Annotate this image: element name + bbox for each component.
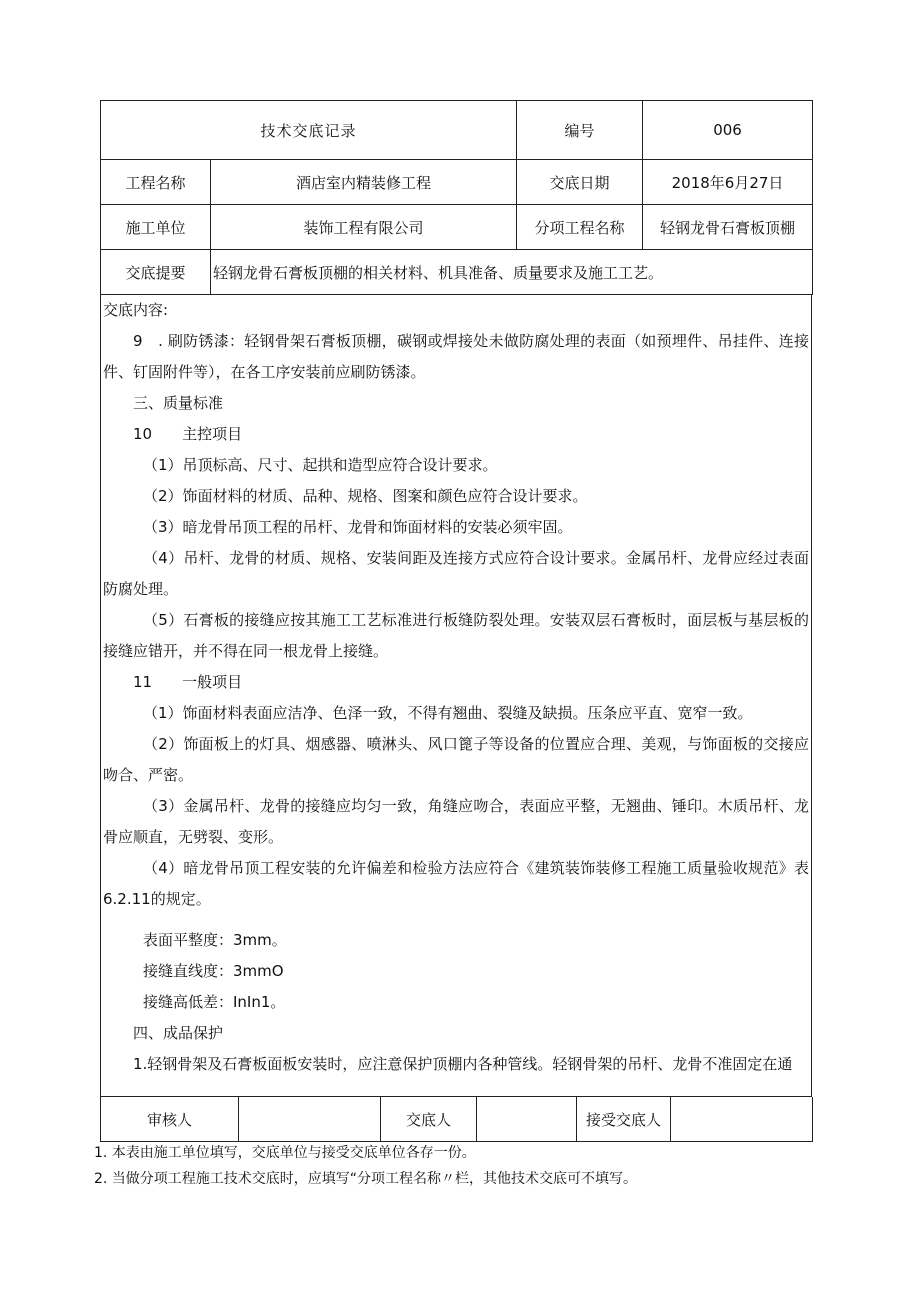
summary-value: 轻钢龙骨石膏板顶棚的相关材料、机具准备、质量要求及施工工艺。 <box>211 250 813 295</box>
receiver-value <box>671 1097 813 1142</box>
main-item-3: （3）暗龙骨吊顶工程的吊杆、龙骨和饰面材料的安装必须牢固。 <box>143 518 573 536</box>
main-item-1: （1）吊顶标高、尺寸、起拱和造型应符合设计要求。 <box>143 456 498 474</box>
unit-label: 施工单位 <box>101 205 211 250</box>
paragraph-9: 9 . 刷防锈漆：轻钢骨架石膏板顶棚，碳钢或焊接处未做防腐处理的表面（如预埋件、吊挂件、连接件、钉固附件等），在各工序安装前应刷防锈漆。 <box>103 332 809 381</box>
general-item-1: （1）饰面材料表面应洁净、色泽一致，不得有翘曲、裂缝及缺损。压条应平直、宽窄一致。 <box>143 704 753 722</box>
form-notes <box>94 1140 637 1192</box>
header-table <box>100 100 813 295</box>
section-product-protection: 四、成品保护 <box>133 1024 224 1042</box>
spacer <box>103 915 809 925</box>
subproject-value: 轻钢龙骨石膏板顶棚 <box>643 205 813 250</box>
subproject-label: 分项工程名称 <box>517 205 643 250</box>
project-name-label: 工程名称 <box>101 160 211 205</box>
disclosure-form <box>100 100 812 1142</box>
general-item-3: （3）金属吊杆、龙骨的接缝应均匀一致，角缝应吻合，表面应平整，无翘曲、锤印。木质吊杆、龙骨应顺直，无劈裂、变形。 <box>103 797 809 846</box>
discloser-value <box>477 1097 577 1142</box>
paragraph-11: 11 一般项目 <box>133 673 243 691</box>
content-label: 交底内容: <box>103 301 169 319</box>
main-item-4: （4）吊杆、龙骨的材质、规格、安装间距及连接方式应符合设计要求。金属吊杆、龙骨应经过表面防腐处理。 <box>103 549 809 598</box>
date-value: 2018年6月27日 <box>643 160 813 205</box>
disclosure-content <box>100 295 812 1097</box>
summary-label: 交底提要 <box>101 250 211 295</box>
number-label: 编号 <box>517 101 643 160</box>
reviewer-label: 审核人 <box>101 1097 239 1142</box>
signoff-table <box>100 1097 813 1142</box>
receiver-label: 接受交底人 <box>577 1097 671 1142</box>
general-item-4: （4）暗龙骨吊顶工程安装的允许偏差和检验方法应符合《建筑装饰装修工程施工质量验收规范》表6.2.11的规定。 <box>103 859 809 908</box>
project-name-value: 酒店室内精装修工程 <box>211 160 517 205</box>
tolerance-straightness: 接缝直线度：3mmO <box>143 962 284 980</box>
note-2: 2. 当做分项工程施工技术交底时，应填写“分项工程名称〃栏，其他技术交底可不填写。 <box>94 1171 638 1187</box>
reviewer-value <box>239 1097 381 1142</box>
tolerance-flatness: 表面平整度：3mm。 <box>143 931 287 949</box>
unit-value: 装饰工程有限公司 <box>211 205 517 250</box>
main-item-5: （5）石膏板的接缝应按其施工工艺标准进行板缝防裂处理。安装双层石膏板时，面层板与基层板的接缝应错开，并不得在同一根龙骨上接缝。 <box>103 611 809 660</box>
main-item-2: （2）饰面材料的材质、品种、规格、图案和颜色应符合设计要求。 <box>143 487 588 505</box>
discloser-label: 交底人 <box>381 1097 477 1142</box>
paragraph-10: 10 主控项目 <box>133 425 243 443</box>
date-label: 交底日期 <box>517 160 643 205</box>
number-value: 006 <box>643 101 813 160</box>
form-title: 技术交底记录 <box>101 101 517 160</box>
protection-item-1: 1.轻钢骨架及石膏板面板安装时，应注意保护顶棚内各种管线。轻钢骨架的吊杆、龙骨不准固定在通 <box>133 1055 793 1073</box>
note-1: 1. 本表由施工单位填写，交底单位与接受交底单位各存一份。 <box>94 1145 476 1161</box>
section-quality-standard: 三、质量标准 <box>133 394 224 412</box>
general-item-2: （2）饰面板上的灯具、烟感器、喷淋头、风口篦子等设备的位置应合理、美观，与饰面板的交接应吻合、严密。 <box>103 735 809 784</box>
tolerance-height-diff: 接缝高低差：InIn1。 <box>143 993 286 1011</box>
